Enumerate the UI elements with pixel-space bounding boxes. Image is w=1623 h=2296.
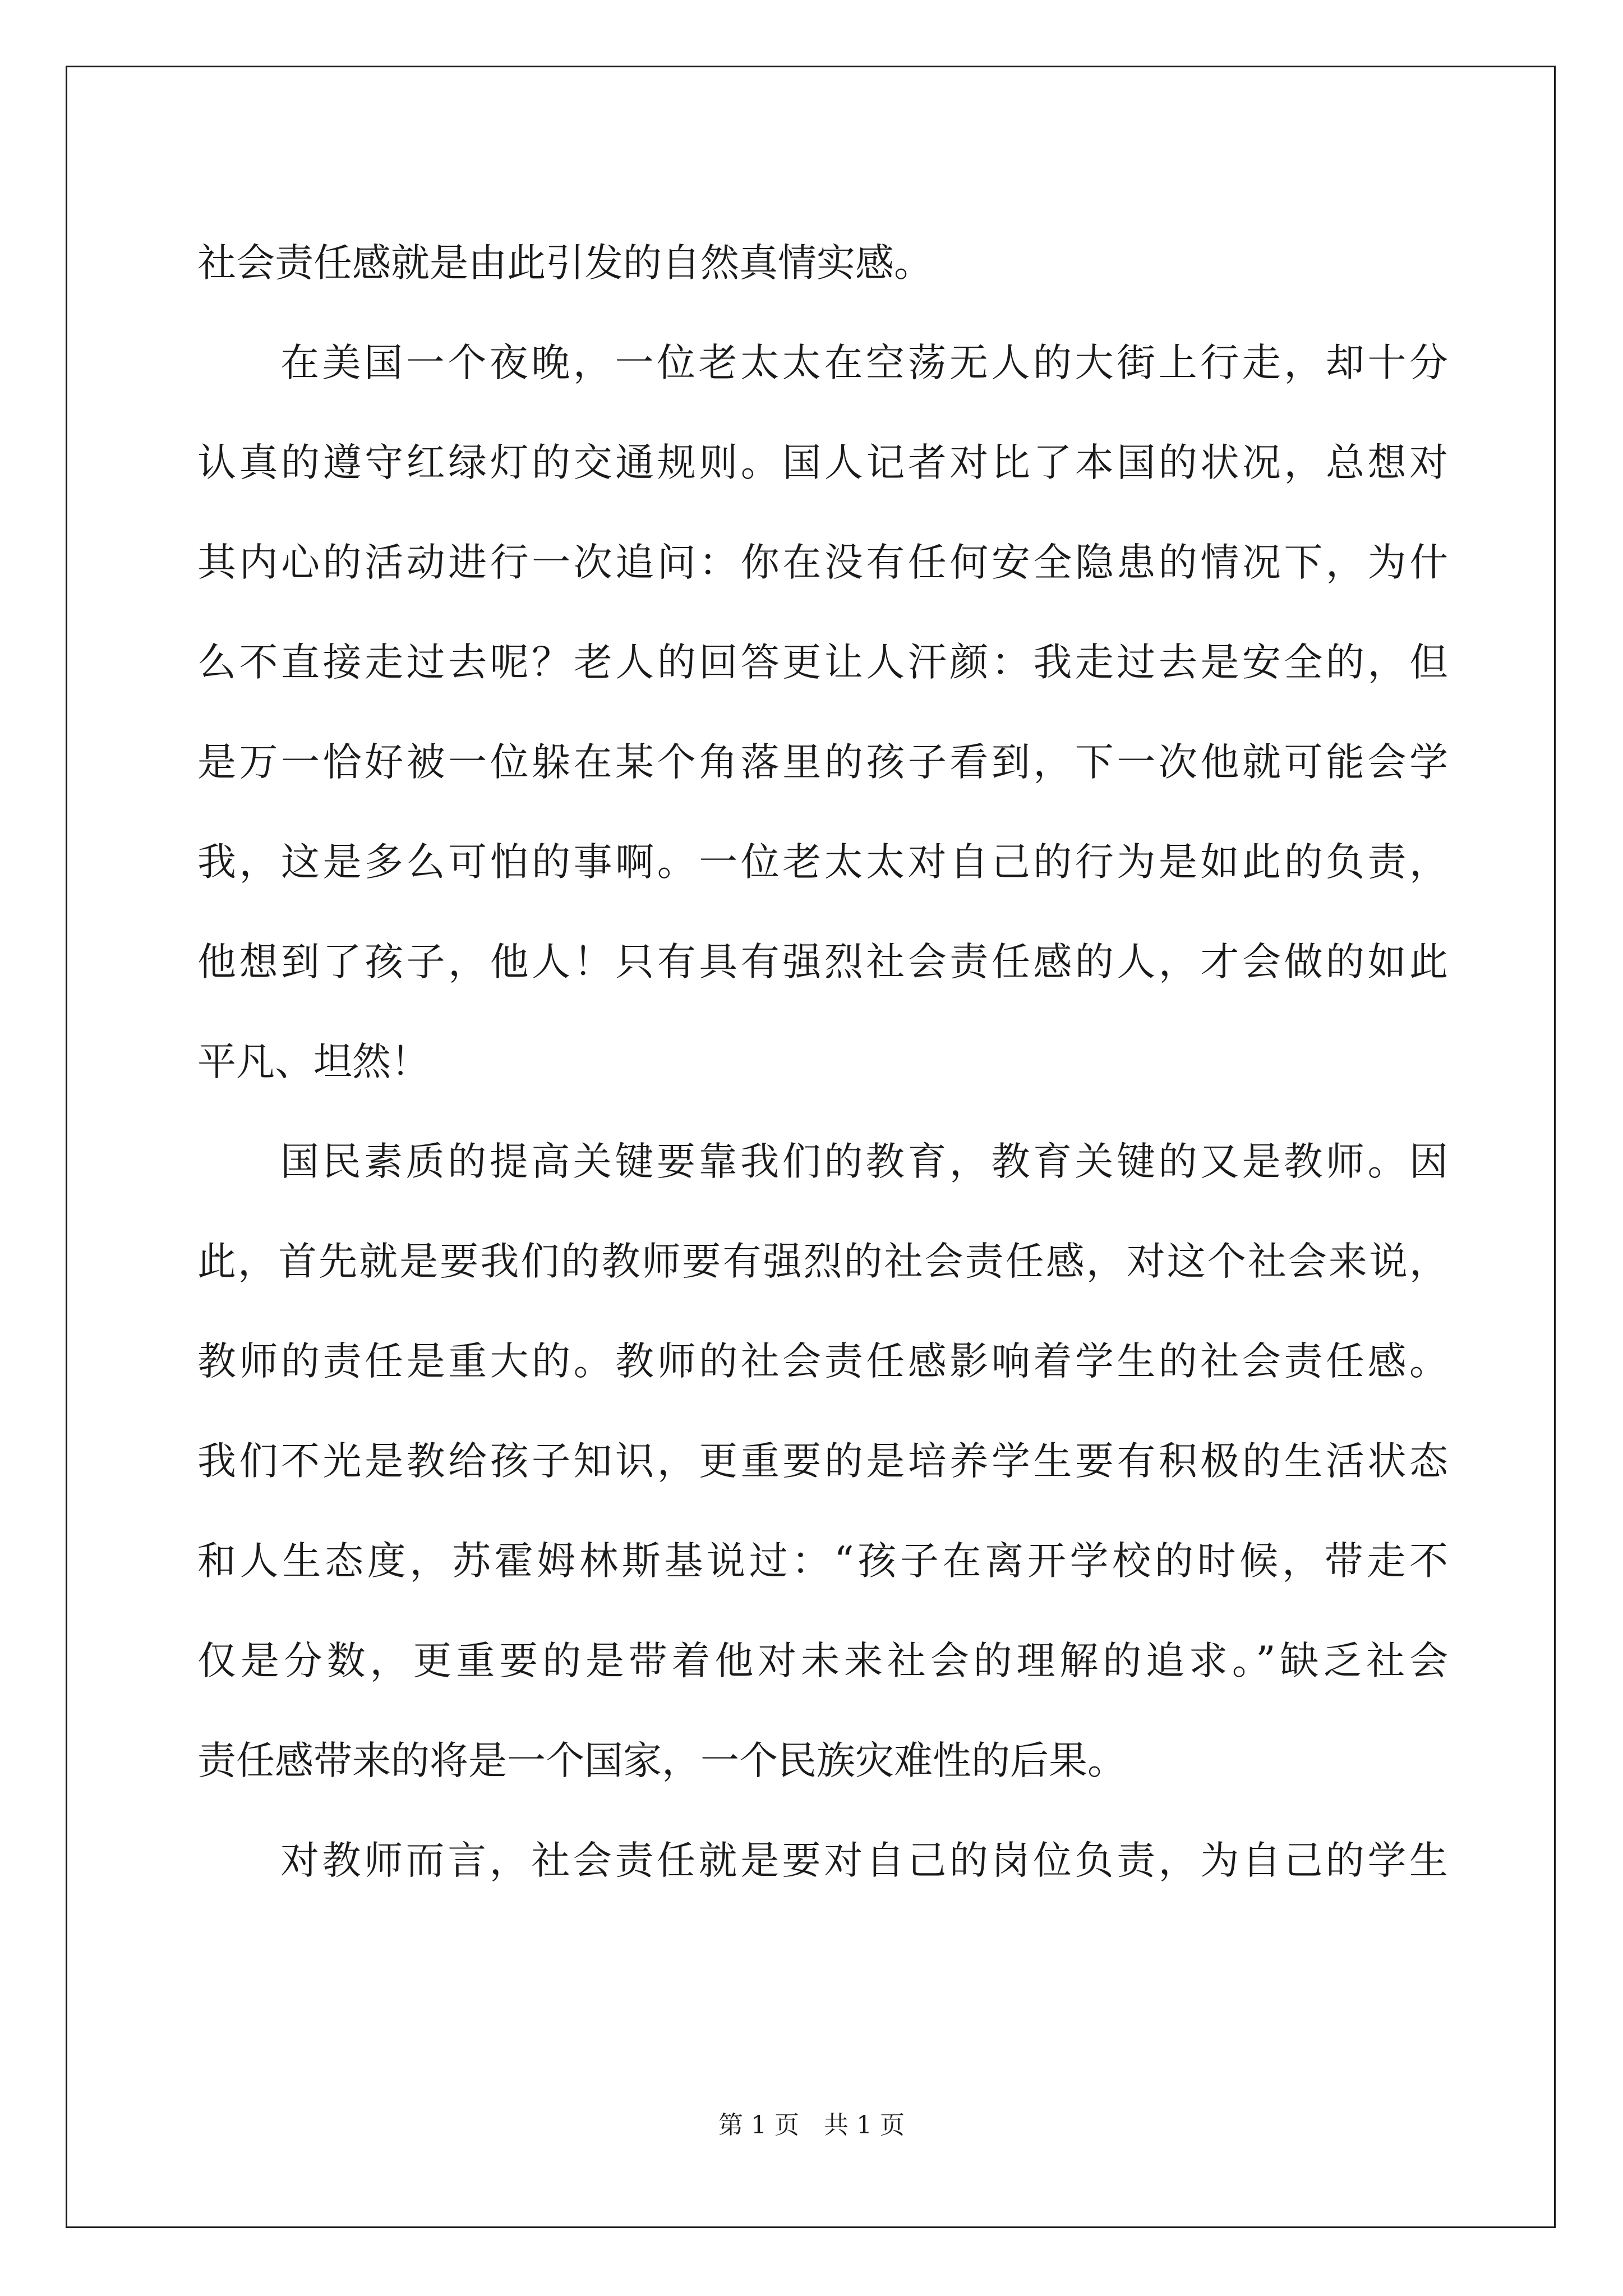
text-line: 是万一恰好被一位躲在某个角落里的孩子看到，下一次他就可能会学 (197, 740, 1448, 785)
text-line: 和人生态度，苏霍姆林斯基说过：“孩子在离开学校的时候，带走不 (197, 1539, 1448, 1584)
text-line: 在美国一个夜晚，一位老太太在空荡无人的大街上行走，却十分 (280, 341, 1448, 385)
text-line: 社会责任感就是由此引发的自然真情实感。 (197, 241, 933, 286)
text-line: 平凡、坦然！ (197, 1039, 430, 1084)
document-body (197, 213, 1448, 1911)
text-line: 国民素质的提高关键要靠我们的教育，教育关键的又是教师。因 (280, 1139, 1448, 1184)
text-line: 其内心的活动进行一次追问：你在没有任何安全隐患的情况下，为什 (197, 540, 1448, 585)
text-line: 仅是分数，更重要的是带着他对未来社会的理解的追求。”缺乏社会 (197, 1639, 1448, 1683)
text-line: 认真的遵守红绿灯的交通规则。国人记者对比了本国的状况，总想对 (197, 440, 1448, 485)
text-line: 责任感带来的将是一个国家，一个民族灾难性的后果。 (197, 1738, 1126, 1783)
text-line: 我，这是多么可怕的事啊。一位老太太对自己的行为是如此的负责， (197, 840, 1448, 885)
text-line: 么不直接走过去呢？老人的回答更让人汗颜：我走过去是安全的，但 (197, 640, 1448, 685)
text-line: 我们不光是教给孩子知识，更重要的是培养学生要有积极的生活状态 (197, 1439, 1448, 1484)
text-line: 他想到了孩子，他人！只有具有强烈社会责任感的人，才会做的如此 (197, 940, 1448, 984)
text-line: 此，首先就是要我们的教师要有强烈的社会责任感，对这个社会来说， (197, 1239, 1448, 1284)
text-line: 教师的责任是重大的。教师的社会责任感影响着学生的社会责任感。 (197, 1339, 1448, 1384)
text-line: 对教师而言，社会责任就是要对自己的岗位负责，为自己的学生 (280, 1838, 1448, 1883)
page-number-footer: 第 1 页 共 1 页 (718, 2111, 905, 2139)
